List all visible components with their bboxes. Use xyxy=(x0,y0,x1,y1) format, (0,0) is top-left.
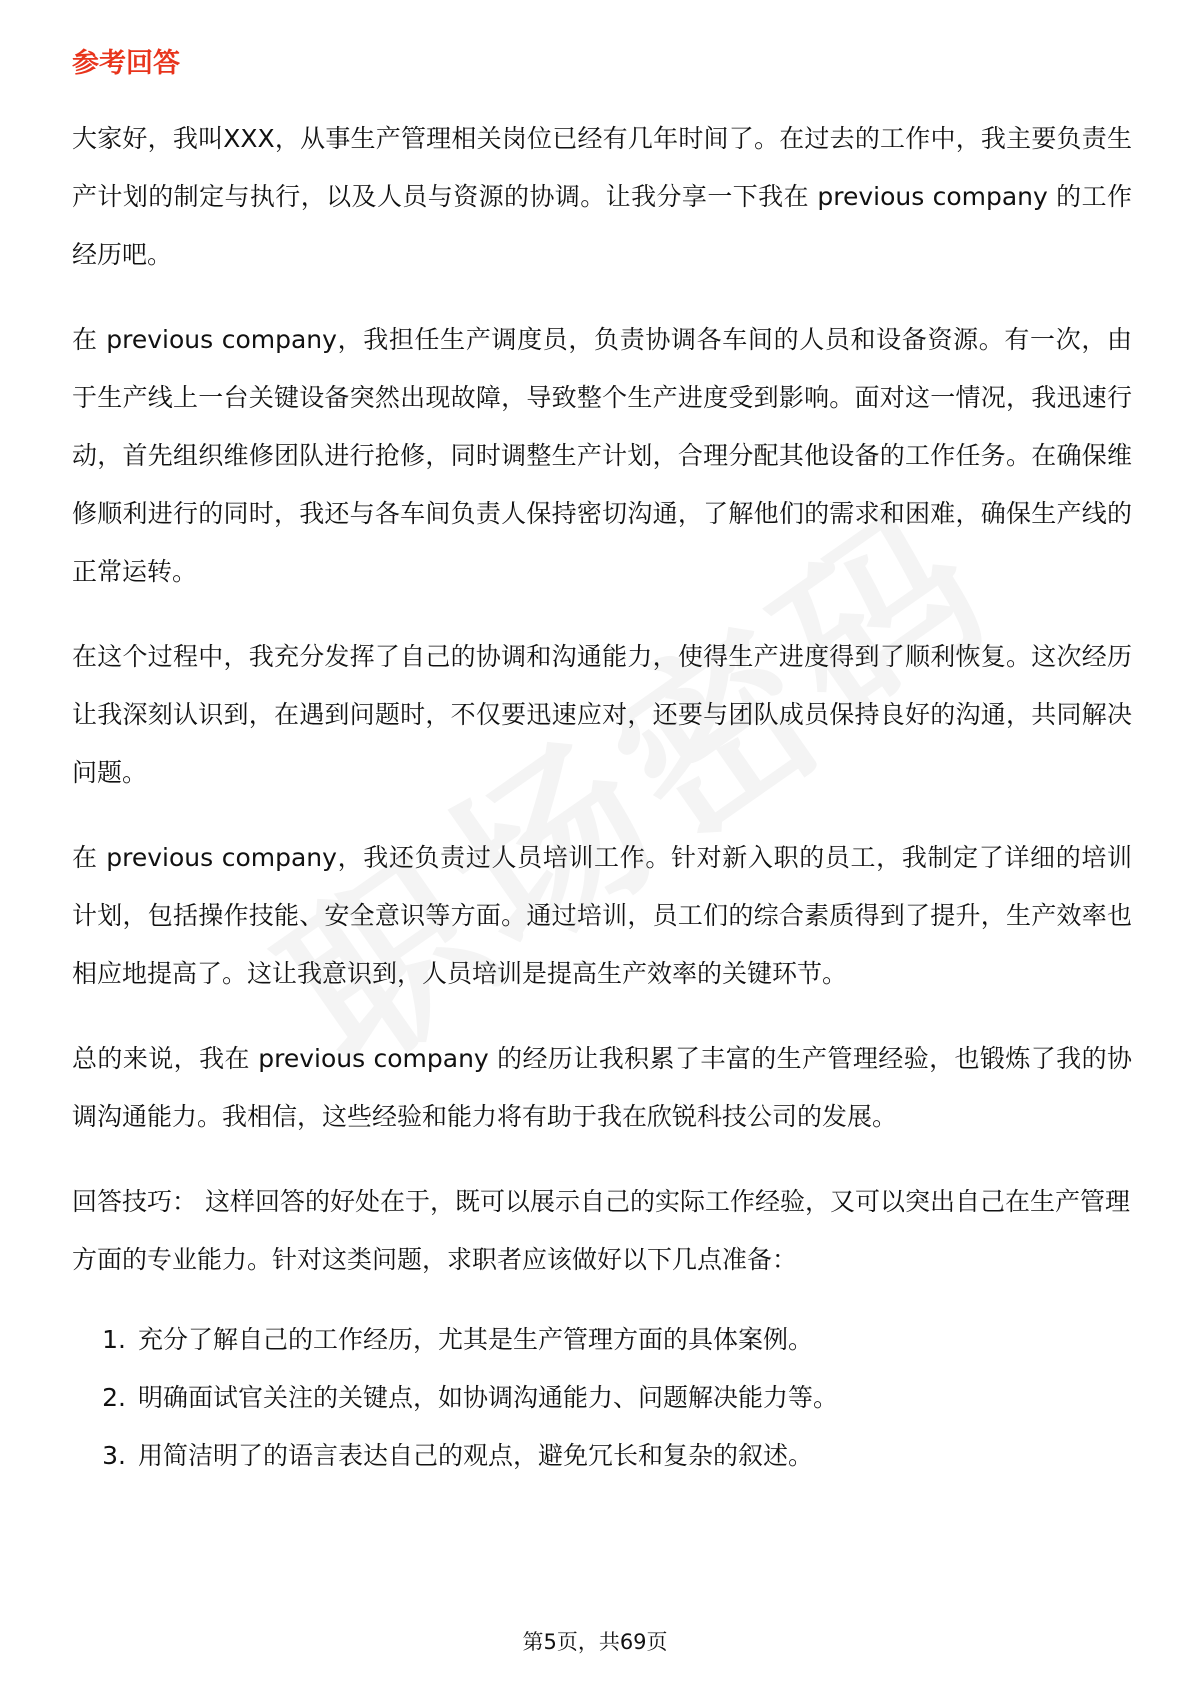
page-number: 第5页，共69页 xyxy=(522,1630,668,1654)
paragraph-coordination: 在这个过程中，我充分发挥了自己的协调和沟通能力，使得生产进度得到了顺利恢复。这次经历让我深刻认识到，在遇到问题时，不仅要迅速应对，还要与团队成员保持良好的沟通，共同解决问题。 xyxy=(72,642,1132,787)
paragraph-summary: 总的来说，我在 previous company 的经历让我积累了丰富的生产管理经验，也锻炼了我的协调沟通能力。我相信，这些经验和能力将有助于我在欣锐科技公司的发展。 xyxy=(72,1044,1132,1131)
list-item xyxy=(72,1427,1132,1485)
paragraph-dispatch: 在 previous company，我担任生产调度员，负责协调各车间的人员和设备资源。有一次，由于生产线上一台关键设备突然出现故障，导致整个生产进度受到影响。面对这一情况，我迅速行动，首先组织维修团队进行抢修，同时调整生产计划，合理分配其他设备的工作任务。在确保维修顺利进行的同时，我还与各车间负责人保持密切沟通，了解他们的需求和困难，确保生产线的正常运转。 xyxy=(72,325,1132,586)
paragraph-intro: 大家好，我叫XXX，从事生产管理相关岗位已经有几年时间了。在过去的工作中，我主要负责生产计划的制定与执行，以及人员与资源的协调。让我分享一下我在 previous company 的工作经历吧。 xyxy=(72,124,1132,269)
list-item xyxy=(72,1311,1132,1369)
answer-tips: 回答技巧： 这样回答的好处在于，既可以展示自己的实际工作经验，又可以突出自己在生产管理方面的专业能力。针对这类问题，求职者应该做好以下几点准备： xyxy=(72,1187,1130,1274)
list-item xyxy=(72,1369,1132,1427)
tips-list xyxy=(72,1311,1132,1485)
paragraph-training: 在 previous company，我还负责过人员培训工作。针对新入职的员工，我制定了详细的培训计划，包括操作技能、安全意识等方面。通过培训，员工们的综合素质得到了提升，生产效率也相应地提高了。这让我意识到，人员培训是提高生产效率的关键环节。 xyxy=(72,843,1132,988)
list-item-text: 用简洁明了的语言表达自己的观点，避免冗长和复杂的叙述。 xyxy=(138,1441,814,1470)
section-title: 参考回答 xyxy=(72,48,180,79)
list-item-number: 1. xyxy=(102,1325,126,1354)
list-item-number: 3. xyxy=(102,1441,126,1470)
list-item-text: 充分了解自己的工作经历，尤其是生产管理方面的具体案例。 xyxy=(138,1325,814,1354)
document-body xyxy=(72,44,1132,1485)
list-item-text: 明确面试官关注的关键点，如协调沟通能力、问题解决能力等。 xyxy=(138,1383,839,1412)
list-item-number: 2. xyxy=(102,1383,126,1412)
